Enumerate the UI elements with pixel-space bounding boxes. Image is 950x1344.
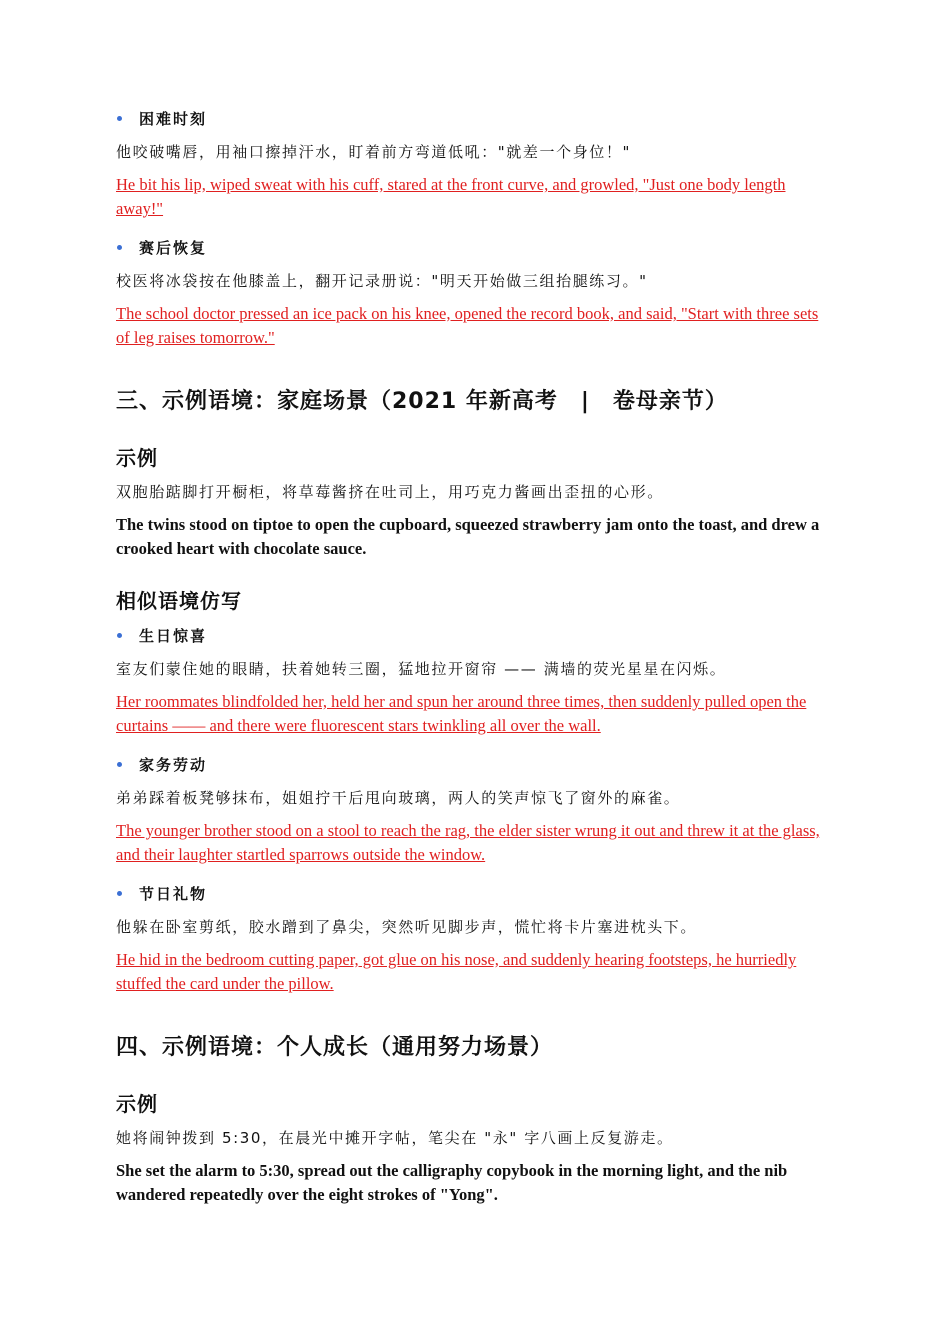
bullet-item bbox=[116, 106, 836, 221]
section-heading: 四、示例语境：个人成长（通用努力场景） bbox=[116, 1035, 554, 1060]
bullet-icon bbox=[117, 633, 122, 638]
english-translation: Her roommates blindfolded her, held her and spun her around three times, then suddenly pulled open the curtains —— and there were fluorescent stars twinkling all over the wall. bbox=[116, 692, 807, 735]
chinese-sentence: 室友们蒙住她的眼睛，扶着她转三圈，猛地拉开窗帘 —— 满墙的荧光星星在闪烁。 bbox=[116, 660, 727, 678]
example-heading: 示例 bbox=[116, 1092, 158, 1116]
bullet-label: 家务劳动 bbox=[139, 755, 208, 774]
bullet-label: 节日礼物 bbox=[139, 884, 208, 903]
bullet-icon bbox=[117, 116, 122, 121]
bullet-item bbox=[116, 752, 836, 867]
imitation-heading: 相似语境仿写 bbox=[116, 589, 242, 613]
chinese-sentence: 他咬破嘴唇，用袖口擦掉汗水，盯着前方弯道低吼："就差一个身位！" bbox=[116, 143, 632, 161]
english-translation: He hid in the bedroom cutting paper, got glue on his nose, and suddenly hearing footsteps, he hurriedly stuffed the card under the pillow. bbox=[116, 950, 797, 993]
english-translation: He bit his lip, wiped sweat with his cuff, stared at the front curve, and growled, "Just one body length away!" bbox=[116, 175, 786, 218]
bullet-icon bbox=[117, 891, 122, 896]
example-heading: 示例 bbox=[116, 446, 158, 470]
example-english: She set the alarm to 5:30, spread out the calligraphy copybook in the morning light, and the nib wandered repeatedly over the eight strokes of "Yong". bbox=[116, 1161, 788, 1204]
bullet-item bbox=[116, 623, 836, 738]
example-chinese: 双胞胎踮脚打开橱柜，将草莓酱挤在吐司上，用巧克力酱画出歪扭的心形。 bbox=[116, 483, 664, 501]
document-page bbox=[116, 106, 836, 1207]
bullet-icon bbox=[117, 245, 122, 250]
bullet-item bbox=[116, 881, 836, 996]
english-translation: The younger brother stood on a stool to reach the rag, the elder sister wrung it out and threw it at the glass, and their laughter startled sparrows outside the window. bbox=[116, 821, 820, 864]
section-heading: 三、示例语境：家庭场景（2021 年新高考 | 卷母亲节） bbox=[116, 389, 728, 414]
chinese-sentence: 校医将冰袋按在他膝盖上，翻开记录册说："明天开始做三组抬腿练习。" bbox=[116, 272, 648, 290]
bullet-label: 困难时刻 bbox=[139, 109, 208, 128]
bullet-label: 生日惊喜 bbox=[139, 626, 208, 645]
example-english: The twins stood on tiptoe to open the cupboard, squeezed strawberry jam onto the toast, and drew a crooked heart with chocolate sauce. bbox=[116, 515, 820, 558]
bullet-icon bbox=[117, 762, 122, 767]
chinese-sentence: 弟弟踩着板凳够抹布，姐姐拧干后甩向玻璃，两人的笑声惊飞了窗外的麻雀。 bbox=[116, 789, 681, 807]
english-translation: The school doctor pressed an ice pack on his knee, opened the record book, and said, "Start with three sets of leg raises tomorrow." bbox=[116, 304, 819, 347]
bullet-label: 赛后恢复 bbox=[139, 238, 208, 257]
example-chinese: 她将闹钟拨到 5:30，在晨光中摊开字帖，笔尖在 "永" 字八画上反复游走。 bbox=[116, 1129, 674, 1147]
chinese-sentence: 他躲在卧室剪纸，胶水蹭到了鼻尖，突然听见脚步声，慌忙将卡片塞进枕头下。 bbox=[116, 918, 698, 936]
bullet-item bbox=[116, 235, 836, 350]
